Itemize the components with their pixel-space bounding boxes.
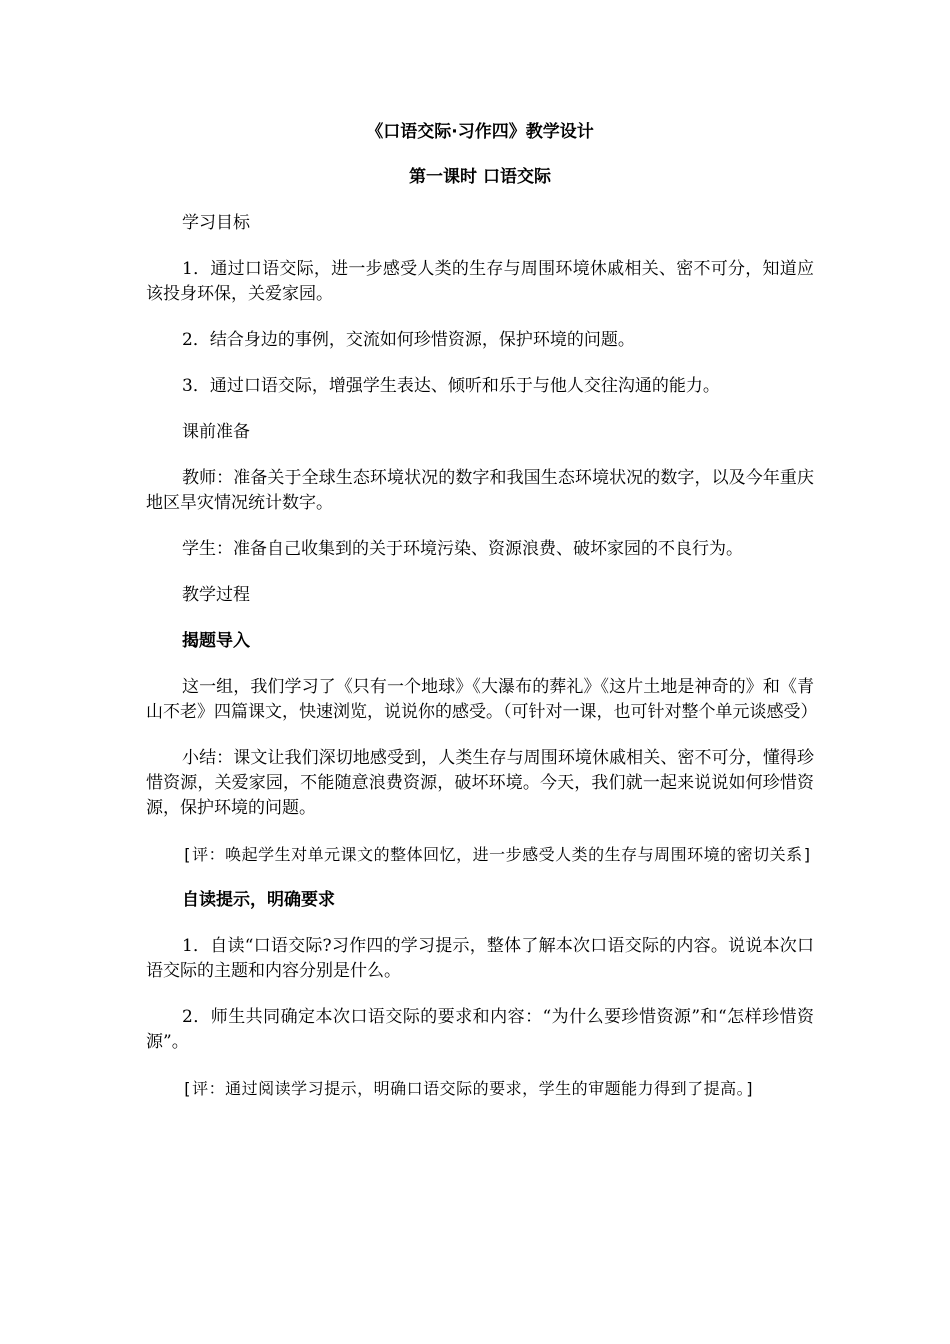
- comment-1: [评：唤起学生对单元课文的整体回忆，进一步感受人类的生存与周围环境的密切关系]: [182, 845, 813, 864]
- self-reading-item-2: 2．师生共同确定本次口语交际的要求和内容：“为什么要珍惜资源”和“怎样珍惜资源”。: [146, 1007, 814, 1052]
- teacher-preparation: 教师：准备关于全球生态环境状况的数字和我国生态环境状况的数字，以及今年重庆地区旱灾情况统计数字。: [146, 468, 814, 513]
- section-heading-process: 教学过程: [182, 585, 250, 605]
- self-reading-item-1: 1．自读“口语交际?习作四的学习提示，整体了解本次口语交际的内容。说说本次口语交际的主题和内容分别是什么。: [146, 936, 814, 981]
- summary-text: 小结：课文让我们深切地感受到，人类生存与周围环境休戚相关、密不可分，懂得珍惜资源，关爱家园，不能随意浪费资源，破坏环境。今天，我们就一起来说说如何珍惜资源，保护环境的问题。: [146, 748, 814, 818]
- step-heading-introduction: 揭题导入: [182, 631, 250, 651]
- goal-item-1: 1．通过口语交际，进一步感受人类的生存与周围环境休戚相关、密不可分，知道应该投身环保，关爱家园。: [146, 259, 814, 304]
- section-heading-learning-goals: 学习目标: [182, 213, 250, 233]
- document-page: [146, 120, 818, 1122]
- student-preparation: 学生：准备自己收集到的关于环境污染、资源浪费、破坏家园的不良行为。: [182, 539, 743, 559]
- document-title: 《口语交际·习作四》教学设计: [366, 122, 594, 142]
- goal-item-2: 2．结合身边的事例，交流如何珍惜资源，保护环境的问题。: [182, 330, 635, 350]
- lesson-subtitle: 第一课时 口语交际: [409, 167, 551, 187]
- step-heading-self-reading: 自读提示，明确要求: [182, 890, 335, 910]
- section-heading-preparation: 课前准备: [182, 422, 250, 442]
- goal-item-3: 3．通过口语交际，增强学生表达、倾听和乐于与他人交往沟通的能力。: [182, 376, 720, 396]
- comment-2: [评：通过阅读学习提示，明确口语交际的要求，学生的审题能力得到了提高。]: [182, 1079, 756, 1098]
- introduction-text: 这一组，我们学习了《只有一个地球》《大瀑布的葬礼》《这片土地是神奇的》和《青山不老》四篇课文，快速浏览，说说你的感受。（可针对一课，也可针对整个单元谈感受）: [146, 677, 818, 722]
